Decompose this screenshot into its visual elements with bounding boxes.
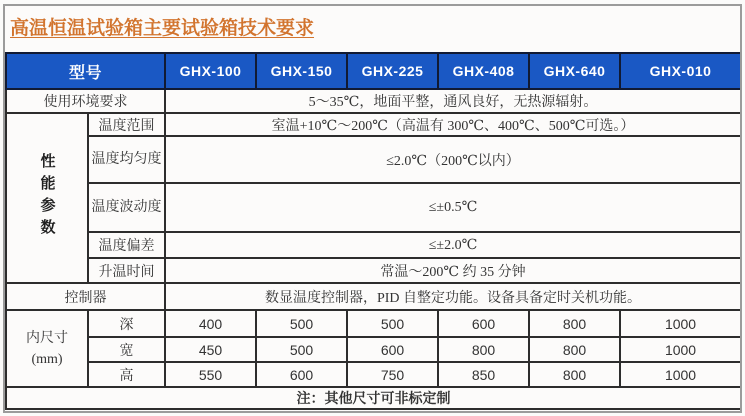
controller-row <box>6 283 741 310</box>
performance-group-label: 性能参数 <box>38 152 55 241</box>
temp-fluctuation-label-cell: 温度波动度 <box>88 183 165 232</box>
temp-range-label-cell: 温度范围 <box>88 113 165 136</box>
width-value-cell: 800 <box>438 337 529 362</box>
controller-label-cell: 控制器 <box>6 283 165 310</box>
temp-uniformity-label-cell: 温度均匀度 <box>88 136 165 183</box>
note-text: 注：其他尺寸可非标定制 <box>6 387 741 409</box>
model-name-ghx-010: GHX-010 <box>620 53 741 89</box>
controller-value-cell: 数显温度控制器，PID 自整定功能。设备具备定时关机功能。 <box>165 283 741 310</box>
model-header-label: 型号 <box>6 53 165 89</box>
note-row <box>6 387 741 409</box>
temp-fluctuation-row <box>6 183 741 232</box>
temp-range-row <box>6 113 741 136</box>
height-value-cell: 850 <box>438 362 529 387</box>
temp-deviation-label-cell: 温度偏差 <box>88 232 165 258</box>
inner-size-label-line1: 内尺寸 <box>26 330 68 346</box>
heatup-time-label-cell: 升温时间 <box>88 258 165 283</box>
model-name-ghx-225: GHX-225 <box>347 53 438 89</box>
width-label-cell: 宽 <box>88 337 165 362</box>
depth-value-cell: 400 <box>165 310 256 337</box>
height-row <box>6 362 741 387</box>
environment-value-cell: 5～35℃，地面平整，通风良好，无热源辐射。 <box>165 89 741 113</box>
temp-deviation-row <box>6 232 741 258</box>
height-value-cell: 800 <box>529 362 620 387</box>
model-name-ghx-640: GHX-640 <box>529 53 620 89</box>
depth-value-cell: 800 <box>529 310 620 337</box>
depth-value-cell: 500 <box>256 310 347 337</box>
inner-size-label-line2: (mm) <box>31 351 63 367</box>
content-frame <box>3 4 742 413</box>
width-value-cell: 1000 <box>620 337 741 362</box>
temp-fluctuation-value-cell: ≤±0.5℃ <box>165 183 741 232</box>
width-value-cell: 600 <box>347 337 438 362</box>
height-value-cell: 600 <box>256 362 347 387</box>
depth-label-cell: 深 <box>88 310 165 337</box>
temp-uniformity-value-cell: ≤2.0℃（200℃以内） <box>165 136 741 183</box>
spec-table <box>5 52 742 410</box>
model-name-ghx-408: GHX-408 <box>438 53 529 89</box>
depth-value-cell: 1000 <box>620 310 741 337</box>
model-name-ghx-150: GHX-150 <box>256 53 347 89</box>
temp-range-value-cell: 室温+10℃～200℃（高温有 300℃、400℃、500℃可选。） <box>165 113 741 136</box>
page-title: 高温恒温试验箱主要试验箱技术要求 <box>10 18 315 39</box>
height-label-cell: 高 <box>88 362 165 387</box>
height-value-cell: 750 <box>347 362 438 387</box>
height-value-cell: 550 <box>165 362 256 387</box>
depth-value-cell: 600 <box>438 310 529 337</box>
temp-uniformity-row <box>6 136 741 183</box>
model-header-row <box>6 53 741 89</box>
environment-row <box>6 89 741 113</box>
inner-size-label-cell <box>6 310 88 387</box>
height-value-cell: 1000 <box>620 362 741 387</box>
width-value-cell: 500 <box>256 337 347 362</box>
depth-value-cell: 500 <box>347 310 438 337</box>
heatup-time-row <box>6 258 741 283</box>
temp-deviation-value-cell: ≤±2.0℃ <box>165 232 741 258</box>
width-value-cell: 800 <box>529 337 620 362</box>
environment-label-cell: 使用环境要求 <box>6 89 165 113</box>
width-row <box>6 337 741 362</box>
width-value-cell: 450 <box>165 337 256 362</box>
depth-row <box>6 310 741 337</box>
heatup-time-value-cell: 常温～200℃ 约 35 分钟 <box>165 258 741 283</box>
model-name-ghx-100: GHX-100 <box>165 53 256 89</box>
performance-group-cell <box>6 113 88 283</box>
